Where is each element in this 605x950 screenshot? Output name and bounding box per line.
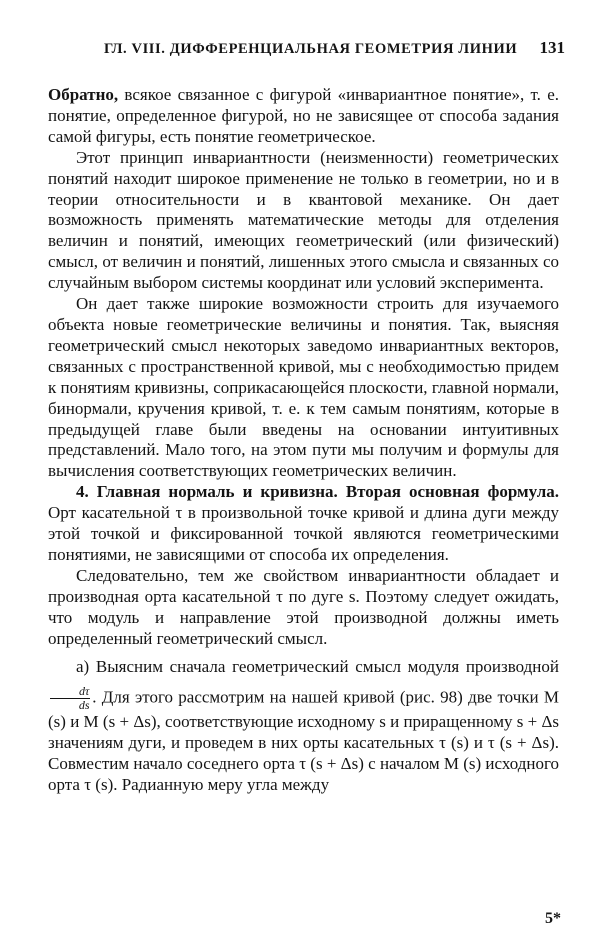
fraction-numerator: dτ <box>50 685 90 699</box>
fraction-denominator: ds <box>78 698 90 713</box>
chapter-title: ГЛ. VIII. ДИФФЕРЕНЦИАЛЬНАЯ ГЕОМЕТРИЯ ЛИНИИ <box>104 41 518 57</box>
signature-mark: 5* <box>545 910 561 927</box>
body-text <box>48 85 559 796</box>
section-4 <box>48 482 559 566</box>
running-header <box>104 38 565 58</box>
paragraph-6-mid: . Для этого рассмотрим на нашей кривой <box>92 687 395 707</box>
paragraph-1-lead: Обратно, <box>48 85 119 104</box>
section-4-heading: 4. Главная нормаль и кривизна. Вторая основная формула. <box>76 482 559 502</box>
paragraph-3: Он дает также широкие возможности строить для изучаемого объекта новые геометрические величины и понятия. Так, выясняя геометрический смысл некоторых заведомо инвариантных векторов, связанных с пространственной кривой, мы с необходимостью придем к понятиям кривизны, соприкасающейся плоскости, главной нормали, бинормали, кручения кривой, т. е. к тем самым понятиям, которые в предыдущей главе были введены на основании интуитивных представлений. Мало того, на этом пути мы получим и формулы для вычисления соответствующих геометрических величин. <box>48 294 559 481</box>
paragraph-2: Этот принцип инвариантности (неизменности) геометрических понятий находит широкое применение не только в геометрии, но и в теории относительности и в квантовой механике. Он дает возможность применять математические методы для отделения величин и понятий, имеющих геометрический (или физический) смысл, от величин и понятий, лишенных этого смысла и связанных со случайным выбором системы координат или условий эксперимента. <box>48 147 559 293</box>
derivative-fraction <box>50 685 90 712</box>
paragraph-1 <box>48 85 559 148</box>
paragraph-6-rest: (рис. 98) две точки M (s) и M (s + Δs), соответствующие исходному s и приращенному s + Δs значениям дуги, и проведем в них орты касательных τ (s) и τ (s + Δs). Совместим начало соседнего орта τ (s + Δs) с началом M (s) исходного орта τ (s). Радианную меру угла между <box>48 687 560 795</box>
paragraph-6 <box>48 649 559 796</box>
paragraph-5: Следовательно, тем же свойством инвариантности обладает и производная орта касательной τ по дуге s. Поэтому следует ожидать, что модуль и направление этой производной должны иметь определенный геометрический смысл. <box>48 565 559 648</box>
paragraph-1-text: всякое связанное с фигурой «инвариантное понятие», т. е. понятие, определенное фигурой, но не зависящее от способа задания самой фигуры, есть понятие геометрическое. <box>48 85 559 146</box>
paragraph-6-start: а) Выясним сначала геометрический смысл модуля производной <box>76 657 559 677</box>
section-4-text: Орт касательной τ в произвольной точке кривой и длина дуги между этой точкой и фиксированной точкой являются геометрическими понятиями, не зависящими от способа их определения. <box>48 503 559 564</box>
page-number: 131 <box>539 38 565 57</box>
